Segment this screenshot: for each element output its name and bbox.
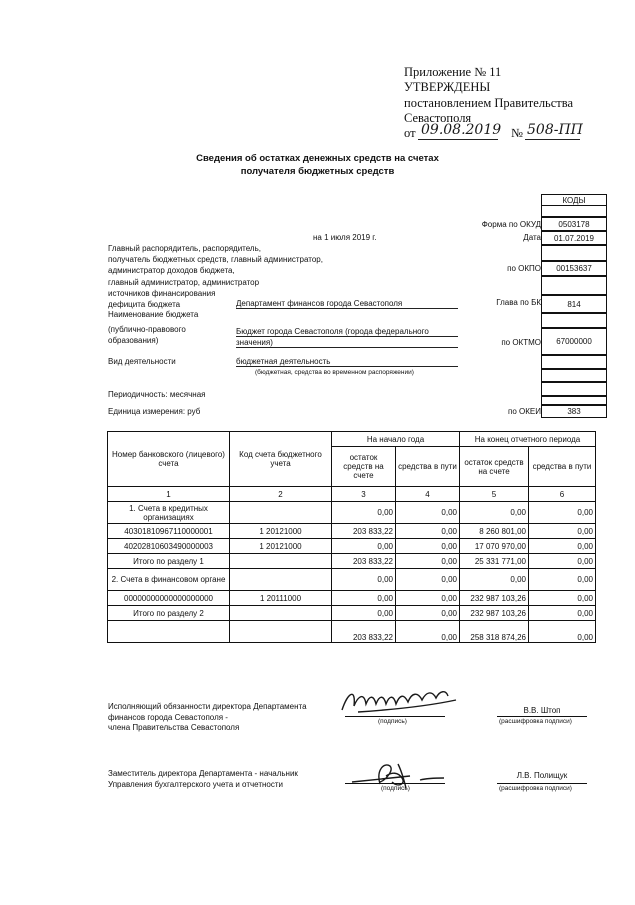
signatory-1-role-line: финансов города Севастополя - xyxy=(108,712,228,722)
signatory-2-role-line: Заместитель директора Департамента - начальник xyxy=(108,769,298,778)
okei-value: 383 xyxy=(541,405,607,418)
account-code-cell: 1 20111000 xyxy=(230,591,332,606)
transit-end-cell: 0,00 xyxy=(529,591,596,606)
bk-label: Глава по БК xyxy=(496,298,541,307)
okpo-value: 00153637 xyxy=(541,261,607,276)
decree-line-2: Севастополя xyxy=(404,111,472,125)
balance-end-cell: 0,00 xyxy=(460,569,529,591)
from-label: от xyxy=(404,126,416,140)
date-label: Дата xyxy=(523,233,541,242)
okpo-label: по ОКПО xyxy=(507,264,541,273)
transit-start-cell: 0,00 xyxy=(396,606,460,621)
balance-end-cell: 258 318 874,26 xyxy=(460,621,529,643)
codes-empty-4 xyxy=(541,355,607,369)
account-number-cell: 00000000000000000000 xyxy=(108,591,230,606)
form-title-line-2: получателя бюджетных средств xyxy=(240,166,395,177)
account-code-cell xyxy=(230,502,332,524)
appendix-label: Приложение № 11 xyxy=(404,65,502,79)
transit-end-cell: 0,00 xyxy=(529,539,596,554)
transit-start-cell: 0,00 xyxy=(396,591,460,606)
okud-label: Форма по ОКУД xyxy=(481,220,541,229)
signatory-2-role-line: Управления бухгалтерского учета и отчетности xyxy=(108,779,284,789)
account-code-cell xyxy=(230,621,332,643)
account-number-cell: Итого по разделу 1 xyxy=(108,554,230,569)
balance-start-cell: 203 833,22 xyxy=(332,554,396,569)
transit-start-cell: 0,00 xyxy=(396,539,460,554)
balance-end-cell: 232 987 103,26 xyxy=(460,606,529,621)
grand-total-row xyxy=(108,621,596,643)
account-row xyxy=(108,591,596,606)
account-number-cell: 2. Счета в финансовом органе xyxy=(108,569,230,591)
column-number: 4 xyxy=(396,487,460,502)
signature-1-hint: (подпись) xyxy=(378,718,407,725)
form-title-line-1: Сведения об остатках денежных средств на счетах xyxy=(196,153,439,164)
balance-start-cell: 0,00 xyxy=(332,606,396,621)
decode-2-hint: (расшифровка подписи) xyxy=(499,785,572,792)
header-balance-start: остаток средств на счете xyxy=(332,447,396,487)
column-number: 2 xyxy=(230,487,332,502)
transit-end-cell: 0,00 xyxy=(529,621,596,643)
codes-empty-3 xyxy=(541,313,607,328)
header-balance-end: остаток средств на счете xyxy=(460,447,529,487)
number-label: № xyxy=(511,126,523,140)
decree-number-field xyxy=(525,122,583,140)
header-code: Код счета бюджетного учета xyxy=(230,432,332,487)
transit-start-cell: 0,00 xyxy=(396,621,460,643)
codes-empty-6 xyxy=(541,382,607,396)
transit-end-cell: 0,00 xyxy=(529,606,596,621)
account-number-cell: 40301810967110000001 xyxy=(108,524,230,539)
codes-empty-1 xyxy=(541,245,607,261)
balance-start-cell: 0,00 xyxy=(332,502,396,524)
codes-empty-5 xyxy=(541,369,607,382)
account-code-cell: 1 20121000 xyxy=(230,539,332,554)
balance-start-cell: 203 833,22 xyxy=(332,621,396,643)
column-number: 5 xyxy=(460,487,529,502)
balance-start-cell: 203 833,22 xyxy=(332,524,396,539)
signatory-1-name: В.В. Штоп xyxy=(523,706,561,715)
transit-start-cell: 0,00 xyxy=(396,502,460,524)
section-total-row xyxy=(108,606,596,621)
signatory-1-role-line: члена Правительства Севастополя xyxy=(108,723,240,732)
bk-value: 814 xyxy=(541,295,607,313)
manager-label-line: Главный распорядитель, распорядитель, xyxy=(108,244,261,253)
header-start-of-year: На начало года xyxy=(332,432,460,447)
signatory-1-role xyxy=(108,702,307,734)
codes-empty-7 xyxy=(541,396,607,405)
activity-hint: (бюджетная, средства во временном распоряжении) xyxy=(255,369,414,376)
header-account: Номер банковского (лицевого) счета xyxy=(108,432,230,487)
balance-end-cell: 232 987 103,26 xyxy=(460,591,529,606)
date-value: 01.07.2019 xyxy=(541,231,607,245)
transit-end-cell: 0,00 xyxy=(529,569,596,591)
account-row xyxy=(108,524,596,539)
oktmo-value: 67000000 xyxy=(541,328,607,355)
balance-start-cell: 0,00 xyxy=(332,539,396,554)
budget-value-1: Бюджет города Севастополя (города федерального xyxy=(236,327,458,337)
manager-value: Департамент финансов города Севастополя xyxy=(236,299,458,309)
oktmo-label: по ОКТМО xyxy=(501,338,541,347)
codes-blank xyxy=(541,205,607,217)
okud-value: 0503178 xyxy=(541,217,607,231)
account-row xyxy=(108,539,596,554)
manager-label-line: администратор доходов бюджета, xyxy=(108,266,235,276)
account-code-cell xyxy=(230,569,332,591)
account-code-cell xyxy=(230,606,332,621)
balance-end-cell: 0,00 xyxy=(460,502,529,524)
budget-sub-2: образования) xyxy=(108,336,159,345)
column-number: 6 xyxy=(529,487,596,502)
manager-label-line: получатель бюджетных средств, главный администратор, xyxy=(108,255,323,265)
account-number-cell: 40202810603490000003 xyxy=(108,539,230,554)
signatory-1-role-line: Исполняющий обязанности директора Департамента xyxy=(108,702,307,711)
section-header-row xyxy=(108,502,596,524)
unit-of-measure: Единица измерения: руб xyxy=(108,407,201,416)
balance-end-cell: 17 070 970,00 xyxy=(460,539,529,554)
header-end-of-period: На конец отчетного периода xyxy=(460,432,596,447)
column-number: 3 xyxy=(332,487,396,502)
budget-value-2: значения) xyxy=(236,338,458,348)
signatory-2-name: Л.В. Полищук xyxy=(516,771,568,780)
column-number: 1 xyxy=(108,487,230,502)
decree-date: 09.08.2019 xyxy=(421,122,502,138)
report-date: на 1 июля 2019 г. xyxy=(313,233,377,242)
header-transit-end: средства в пути xyxy=(529,447,596,487)
decree-date-field xyxy=(418,122,502,140)
account-number-cell: 1. Счета в кредитных организациях xyxy=(108,502,230,524)
manager-label-line: источников финансирования xyxy=(108,288,216,298)
codes-empty-2 xyxy=(541,276,607,295)
manager-label-line: дефицита бюджета xyxy=(108,300,181,310)
approved-label: УТВЕРЖДЕНЫ xyxy=(404,80,491,94)
activity-value: бюджетная деятельность xyxy=(236,357,458,367)
transit-start-cell: 0,00 xyxy=(396,569,460,591)
section-header-row xyxy=(108,569,596,591)
transit-end-cell: 0,00 xyxy=(529,524,596,539)
account-code-cell xyxy=(230,554,332,569)
budget-sub-1: (публично-правового xyxy=(108,325,186,334)
signature-1-image xyxy=(338,684,463,718)
section-total-row xyxy=(108,554,596,569)
okei-label: по ОКЕИ xyxy=(508,407,541,416)
balance-end-cell: 8 260 801,00 xyxy=(460,524,529,539)
transit-end-cell: 0,00 xyxy=(529,502,596,524)
signature-2-hint: (подпись) xyxy=(381,785,410,792)
activity-label: Вид деятельности xyxy=(108,357,176,366)
codes-header: КОДЫ xyxy=(541,194,607,206)
signatory-2-role xyxy=(108,769,298,790)
budget-label: Наименование бюджета xyxy=(108,310,199,319)
account-number-cell: Итого по разделу 2 xyxy=(108,606,230,621)
header-transit-start: средства в пути xyxy=(396,447,460,487)
balance-start-cell: 0,00 xyxy=(332,569,396,591)
decode-1-hint: (расшифровка подписи) xyxy=(499,718,572,725)
decree-line-1: постановлением Правительства xyxy=(404,96,574,110)
account-number-cell xyxy=(108,621,230,643)
manager-label-line: главный администратор, администратор xyxy=(108,277,260,287)
transit-end-cell: 0,00 xyxy=(529,554,596,569)
balances-table xyxy=(107,431,596,643)
periodicity: Периодичность: месячная xyxy=(108,390,206,399)
balance-start-cell: 0,00 xyxy=(332,591,396,606)
account-code-cell: 1 20121000 xyxy=(230,524,332,539)
transit-start-cell: 0,00 xyxy=(396,554,460,569)
transit-start-cell: 0,00 xyxy=(396,524,460,539)
balance-end-cell: 25 331 771,00 xyxy=(460,554,529,569)
decree-number: 508-ПП xyxy=(527,122,583,138)
